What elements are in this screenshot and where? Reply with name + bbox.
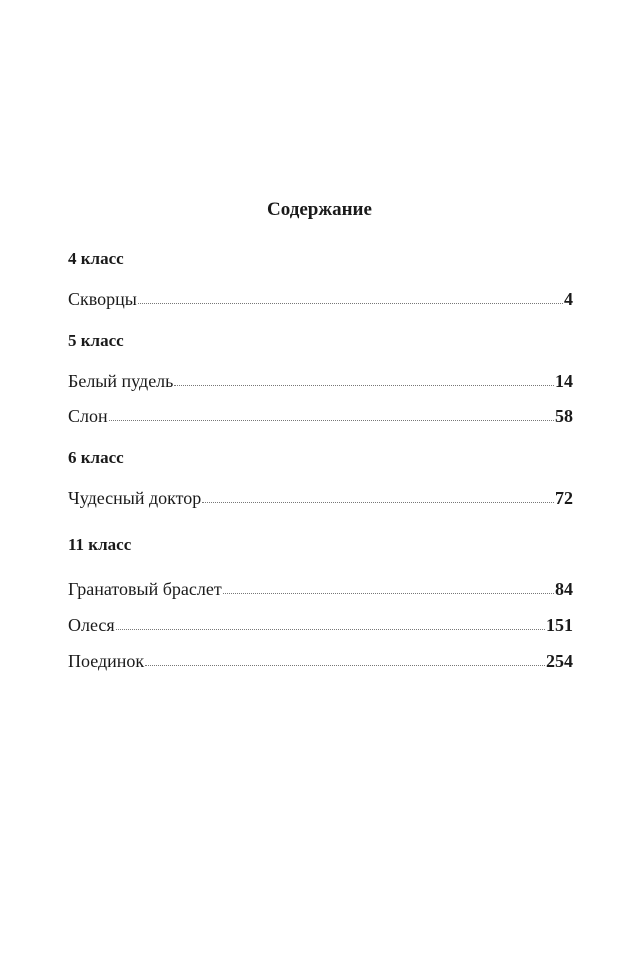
toc-entry-slon[interactable] [68, 405, 573, 427]
entry-title: Чудесный доктор [68, 488, 202, 508]
entry-page-number: 4 [564, 289, 573, 309]
dot-leader [138, 302, 563, 304]
toc-entry-olesya[interactable] [68, 614, 573, 636]
section-heading-5: 5 класс [68, 331, 124, 350]
dot-leader [202, 501, 554, 503]
entry-title: Поединок [68, 651, 145, 671]
dot-leader [109, 419, 554, 421]
section-heading-4: 4 класс [68, 249, 124, 268]
entry-page-number: 14 [555, 371, 573, 391]
toc-entry-skvortsy[interactable] [68, 288, 573, 310]
section-heading-6: 6 класс [68, 448, 124, 467]
dot-leader [223, 592, 554, 594]
section-heading-11: 11 класс [68, 535, 132, 554]
entry-page-number: 84 [555, 579, 573, 599]
toc-entry-poedinok[interactable] [68, 650, 573, 672]
entry-page-number: 254 [546, 651, 573, 671]
toc-entry-granatovyi-braslet[interactable] [68, 578, 573, 600]
entry-title: Скворцы [68, 289, 137, 309]
entry-title: Гранатовый браслет [68, 579, 222, 599]
dot-leader [116, 628, 545, 630]
dot-leader [145, 664, 545, 666]
entry-title: Олеся [68, 615, 115, 635]
dot-leader [174, 384, 554, 386]
toc-entry-belyi-pudel[interactable] [68, 370, 573, 392]
entry-title: Слон [68, 406, 108, 426]
entry-title: Белый пудель [68, 371, 174, 391]
toc-title: Содержание [267, 199, 372, 220]
toc-entry-chudesnyi-doktor[interactable] [68, 487, 573, 509]
entry-page-number: 58 [555, 406, 573, 426]
entry-page-number: 72 [555, 488, 573, 508]
entry-page-number: 151 [546, 615, 573, 635]
